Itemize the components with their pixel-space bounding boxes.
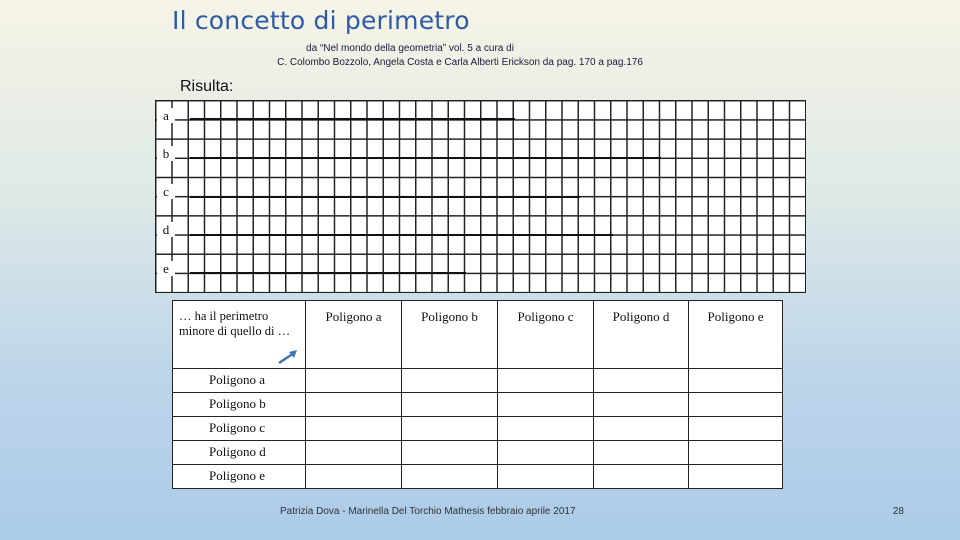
grid-row-label-a: a — [157, 108, 175, 123]
grid-row-label-e: e — [157, 261, 175, 276]
table-corner-cell — [173, 301, 306, 369]
row-header-c: Poligono c — [173, 417, 306, 441]
answer-cell[interactable] — [689, 465, 783, 489]
answer-cell[interactable] — [402, 441, 498, 465]
corner-text: … ha il perimetro minore di quello di … — [179, 309, 291, 338]
column-header-d: Poligono d — [594, 301, 689, 369]
grid-row-label-b: b — [157, 146, 175, 161]
column-header-a: Poligono a — [306, 301, 402, 369]
answer-cell[interactable] — [306, 465, 402, 489]
arrow-icon — [277, 349, 299, 365]
table-row — [173, 465, 783, 489]
page-title: Il concetto di perimetro — [172, 6, 470, 35]
grid-segment-e — [190, 272, 466, 274]
table-row — [173, 441, 783, 465]
answer-cell[interactable] — [689, 441, 783, 465]
table-row — [173, 393, 783, 417]
answer-cell[interactable] — [498, 441, 594, 465]
table-row — [173, 417, 783, 441]
answer-cell[interactable] — [689, 369, 783, 393]
table-row — [173, 369, 783, 393]
footer-credit: Patrizia Dova - Marinella Del Torchio Mathesis febbraio aprile 2017 — [280, 506, 576, 517]
answer-cell[interactable] — [306, 393, 402, 417]
answer-cell[interactable] — [594, 393, 689, 417]
grid-segment-d — [190, 234, 613, 236]
table-header-row — [173, 301, 783, 369]
row-header-a: Poligono a — [173, 369, 306, 393]
column-header-e: Poligono e — [689, 301, 783, 369]
answer-cell[interactable] — [402, 465, 498, 489]
answer-cell[interactable] — [402, 417, 498, 441]
grid-row-label-d: d — [157, 222, 175, 237]
answer-cell[interactable] — [402, 393, 498, 417]
page-number: 28 — [892, 506, 904, 517]
source-line-2: C. Colombo Bozzolo, Angela Costa e Carla Alberti Erickson da pag. 170 a pag.176 — [277, 57, 643, 68]
comparison-table — [172, 300, 783, 489]
answer-cell[interactable] — [498, 369, 594, 393]
grid-segment-a — [190, 118, 515, 120]
row-header-d: Poligono d — [173, 441, 306, 465]
row-header-b: Poligono b — [173, 393, 306, 417]
answer-cell[interactable] — [594, 369, 689, 393]
answer-cell[interactable] — [498, 393, 594, 417]
grid-segment-c — [190, 196, 580, 198]
risulta-label: Risulta: — [180, 78, 234, 95]
answer-cell[interactable] — [594, 441, 689, 465]
answer-cell[interactable] — [594, 417, 689, 441]
answer-cell[interactable] — [689, 393, 783, 417]
answer-cell[interactable] — [498, 465, 594, 489]
answer-cell[interactable] — [498, 417, 594, 441]
grid-row-label-c: c — [157, 184, 175, 199]
answer-cell[interactable] — [306, 417, 402, 441]
answer-cell[interactable] — [402, 369, 498, 393]
answer-cell[interactable] — [306, 369, 402, 393]
column-header-c: Poligono c — [498, 301, 594, 369]
column-header-b: Poligono b — [402, 301, 498, 369]
grid-segment-b — [190, 157, 661, 159]
answer-cell[interactable] — [689, 417, 783, 441]
answer-cell[interactable] — [306, 441, 402, 465]
row-header-e: Poligono e — [173, 465, 306, 489]
answer-cell[interactable] — [594, 465, 689, 489]
source-line-1: da “Nel mondo della geometria” vol. 5 a cura di — [306, 43, 514, 54]
